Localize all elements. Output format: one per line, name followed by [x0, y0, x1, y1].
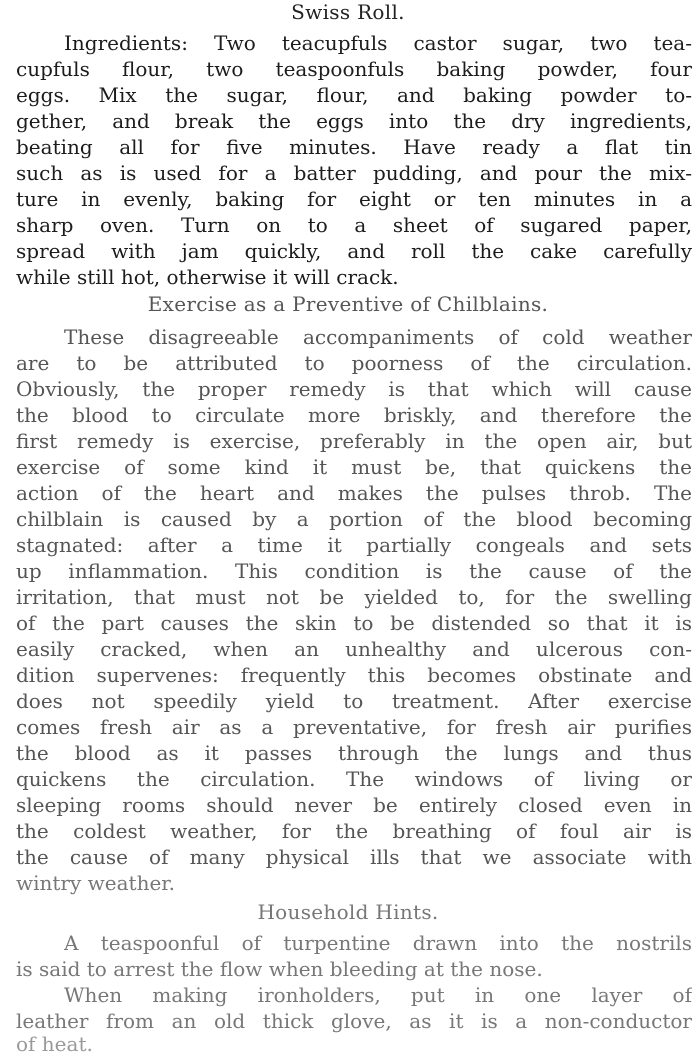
chilblains-line: the coldest weather, for the breathing of foul air is: [16, 819, 692, 843]
chilblains-line: dition supervenes: frequently this becomes obstinate and: [16, 663, 692, 687]
chilblains-line: wintry weather.: [16, 871, 176, 895]
chilblains-line: sleeping rooms should never be entirely closed even in: [16, 793, 692, 817]
swiss-roll-line: cupfuls flour, two teaspoonfuls baking powder, four: [16, 57, 692, 81]
chilblains-line: These disagreeable accompaniments of cold weather: [64, 325, 692, 349]
chilblains-line: the blood to circulate more briskly, and therefore the: [16, 403, 692, 427]
chilblains-line: are to be attributed to poorness of the circulation.: [16, 351, 692, 375]
section-title-household-hints: Household Hints.: [257, 900, 439, 924]
section-title-chilblains: Exercise as a Preventive of Chilblains.: [147, 292, 549, 316]
household-hints-line: of heat.: [16, 1032, 93, 1056]
household-hints-line: is said to arrest the flow when bleeding at the nose.: [16, 957, 543, 981]
swiss-roll-line: Ingredients: Two teacupfuls castor sugar, two tea-: [64, 31, 692, 55]
chilblains-line: chilblain is caused by a portion of the blood becoming: [16, 507, 692, 531]
household-hints-line: leather from an old thick glove, as it is a non-conductor: [16, 1009, 692, 1033]
section-title-swiss-roll: Swiss Roll.: [291, 0, 405, 24]
swiss-roll-line: gether, and break the eggs into the dry ingredients,: [16, 109, 692, 133]
swiss-roll-line: eggs. Mix the sugar, flour, and baking powder to-: [16, 83, 692, 107]
household-hints-line: When making ironholders, put in one layer of: [64, 983, 692, 1007]
chilblains-line: first remedy is exercise, preferably in the open air, but: [16, 429, 692, 453]
swiss-roll-line: spread with jam quickly, and roll the cake carefully: [16, 239, 692, 263]
swiss-roll-line: ture in evenly, baking for eight or ten minutes in a: [16, 187, 692, 211]
swiss-roll-line: while still hot, otherwise it will crack.: [16, 265, 399, 289]
chilblains-line: exercise of some kind it must be, that quickens the: [16, 455, 692, 479]
swiss-roll-line: such as is used for a batter pudding, and pour the mix-: [16, 161, 692, 185]
chilblains-line: easily cracked, when an unhealthy and ulcerous con-: [16, 637, 692, 661]
chilblains-line: the blood as it passes through the lungs and thus: [16, 741, 692, 765]
swiss-roll-line: beating all for five minutes. Have ready a flat tin: [16, 135, 692, 159]
chilblains-line: Obviously, the proper remedy is that which will cause: [16, 377, 692, 401]
chilblains-line: up inflammation. This condition is the cause of the: [16, 559, 692, 583]
chilblains-line: action of the heart and makes the pulses throb. The: [16, 481, 692, 505]
chilblains-line: of the part causes the skin to be distended so that it is: [16, 611, 692, 635]
chilblains-line: does not speedily yield to treatment. After exercise: [16, 689, 692, 713]
chilblains-line: comes fresh air as a preventative, for fresh air purifies: [16, 715, 692, 739]
swiss-roll-line: sharp oven. Turn on to a sheet of sugared paper,: [16, 213, 692, 237]
household-hints-line: A teaspoonful of turpentine drawn into the nostrils: [64, 931, 692, 955]
chilblains-line: stagnated: after a time it partially congeals and sets: [16, 533, 692, 557]
chilblains-line: irritation, that must not be yielded to, for the swelling: [16, 585, 692, 609]
chilblains-line: quickens the circulation. The windows of living or: [16, 767, 692, 791]
chilblains-line: the cause of many physical ills that we associate with: [16, 845, 692, 869]
